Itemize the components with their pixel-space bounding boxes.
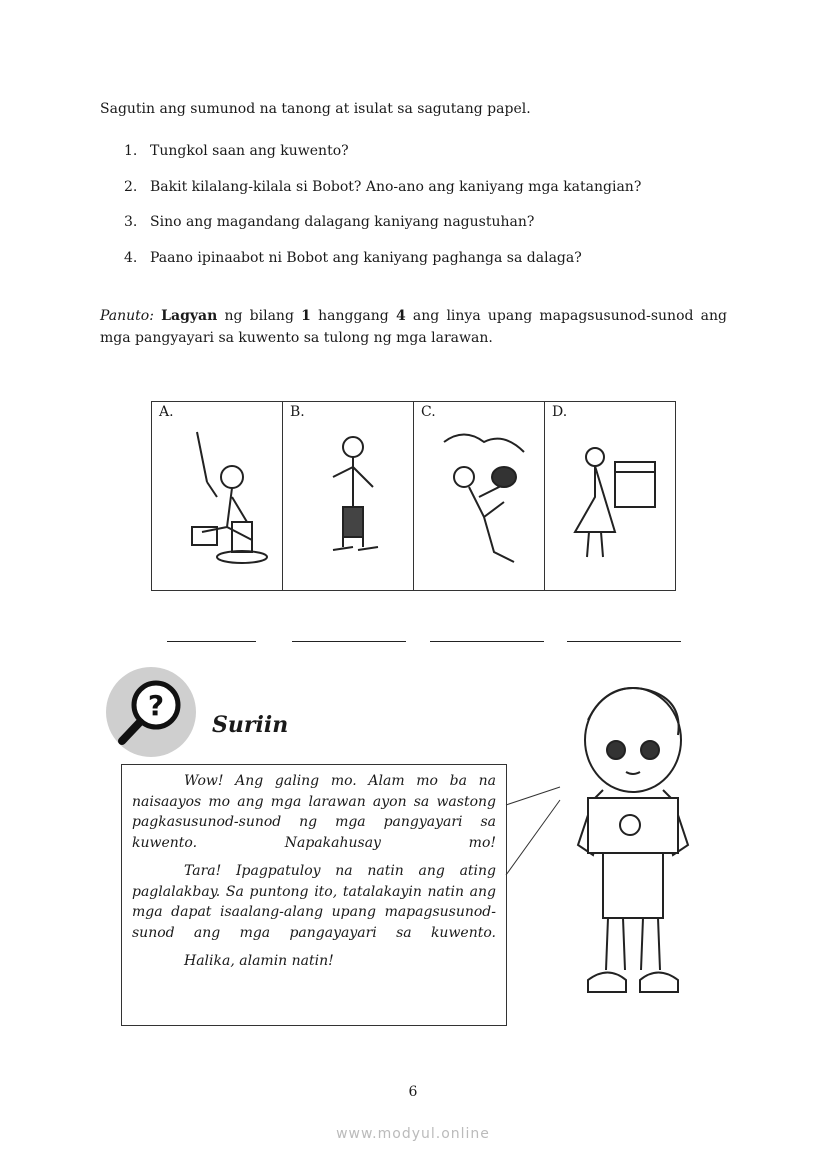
text: ang linya upang mapagsusunod-sunod ang mga pangyayari sa kuwento sa tulong ng mga larawan. [100, 308, 727, 346]
magnifier-question-icon [106, 667, 196, 757]
speech-bubble [121, 764, 507, 1026]
question-text: Bakit kilalang-kilala si Bobot? Ano-ano ang kaniyang mga katangian? [150, 179, 642, 195]
answer-blank-2[interactable] [292, 641, 406, 642]
picture-label: A. [159, 404, 174, 420]
boy-chopping-illustration [172, 422, 272, 572]
girl-illustration [565, 422, 665, 572]
speech-paragraph: Tara! Ipagpatuloy na natin ang ating paglalakbay. Sa puntong ito, tatalakayin natin ang mga dapat isaalang-alang upang mapagsusunod-sunod ang mga pangayayari sa kuwento. [132, 863, 496, 941]
boy-standing-illustration [303, 422, 403, 572]
panuto-label: Panuto: [100, 308, 154, 324]
question-text: Sino ang magandang dalagang kaniyang nagustuhan? [150, 214, 535, 230]
boy-holding-sign-illustration [548, 680, 718, 1020]
watermark: www.modyul.online [336, 1126, 490, 1142]
question-number: 2. [124, 179, 138, 195]
question-item [124, 143, 349, 159]
svg-text:?: ? [147, 689, 165, 722]
section-title: Suriin [212, 712, 289, 738]
question-item [124, 179, 641, 195]
panuto-instructions [100, 305, 727, 349]
picture-cell-a [152, 402, 283, 590]
picture-cell-b [283, 402, 414, 590]
picture-cell-d [545, 402, 675, 590]
question-item [124, 214, 534, 230]
question-number: 1. [124, 143, 138, 159]
picture-label: C. [421, 404, 436, 420]
speech-paragraph: Wow! Ang galing mo. Alam mo ba na naisaayos mo ang mga larawan ayon sa wastong pagkasusunod-sunod ng mga pangyayari sa kuwento. Napakahusay mo! [132, 773, 496, 851]
page-number: 6 [408, 1084, 418, 1100]
question-number: 4. [124, 250, 138, 266]
bold-word: Lagyan [161, 308, 218, 324]
picture-label: D. [552, 404, 568, 420]
question-text: Tungkol saan ang kuwento? [150, 143, 349, 159]
answer-blank-4[interactable] [567, 641, 681, 642]
question-text: Paano ipinaabot ni Bobot ang kaniyang paghanga sa dalaga? [150, 250, 582, 266]
bold-number: 4 [395, 308, 406, 324]
boy-jumping-illustration [434, 422, 534, 572]
speech-paragraph: Halika, alamin natin! [184, 953, 334, 969]
question-number: 3. [124, 214, 138, 230]
text: ng bilang [217, 308, 302, 324]
answer-blank-3[interactable] [430, 641, 544, 642]
text: hanggang [310, 308, 396, 324]
answer-blank-1[interactable] [167, 641, 256, 642]
picture-label: B. [290, 404, 305, 420]
picture-cell-c [414, 402, 545, 590]
instruction-text: Sagutin ang sumunod na tanong at isulat sa sagutang papel. [100, 101, 531, 117]
bold-number: 1 [301, 308, 311, 324]
picture-grid [151, 401, 676, 591]
question-item [124, 250, 582, 266]
